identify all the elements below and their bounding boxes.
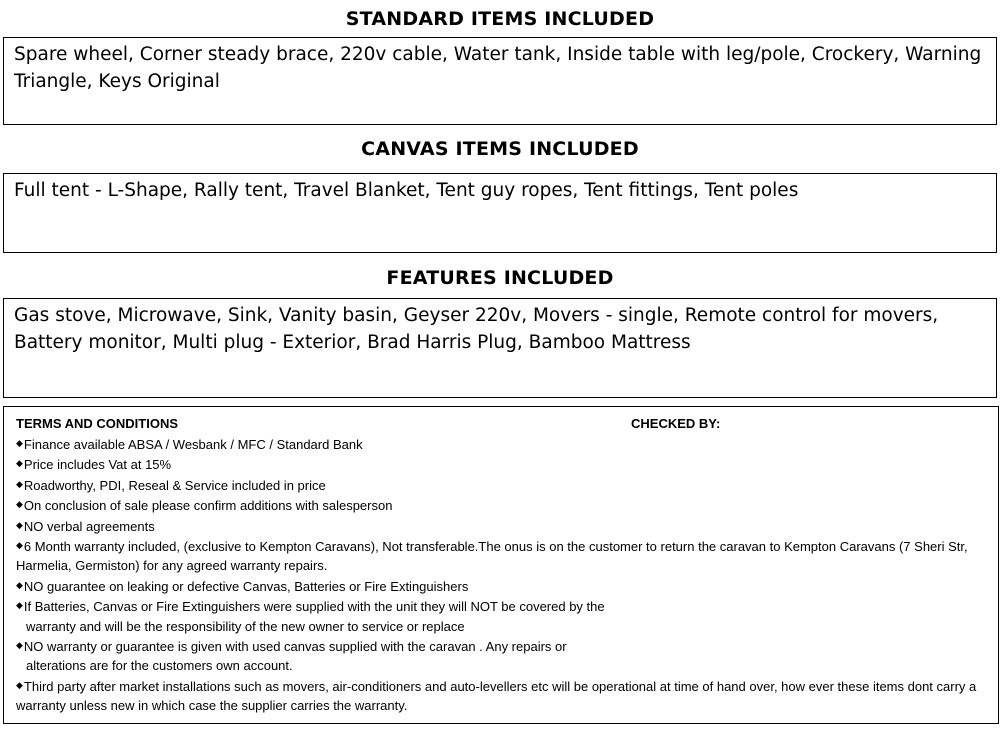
term-item [16,454,990,474]
standard-items-text: Spare wheel, Corner steady brace, 220v cable, Water tank, Inside table with leg/pole, Crockery, Warning Triangle, Keys Original [14,44,982,92]
standard-items-heading: STANDARD ITEMS INCLUDED [345,8,655,30]
standard-items-box [3,37,997,125]
term-text: NO guarantee on leaking or defective Canvas, Batteries or Fire Extinguishers [23,578,469,594]
bullet-icon: ◆ [16,519,23,530]
bullet-icon: ◆ [16,600,23,611]
bullet-icon: ◆ [16,478,23,489]
term-item [16,516,990,536]
term-item [16,495,990,515]
canvas-items-text: Full tent - L-Shape, Rally tent, Travel Blanket, Tent guy ropes, Tent fittings, Tent poles [14,180,799,201]
term-text: On conclusion of sale please confirm additions with salesperson [23,498,393,514]
bullet-icon: ◆ [16,679,23,690]
bullet-icon: ◆ [16,438,23,448]
bullet-icon: ◆ [16,499,23,510]
term-item [16,536,990,576]
features-text: Gas stove, Microwave, Sink, Vanity basin, Geyser 220v, Movers - single, Remote control for movers, Battery monitor, Multi plug - Exterior, Brad Harris Plug, Bamboo Mattress [14,305,939,353]
term-item [16,676,990,716]
term-item [16,576,990,596]
term-continuation [16,656,990,675]
terms-list [16,434,990,716]
term-text: NO verbal agreements [23,518,155,534]
term-text: Third party after market installations such as movers, air-conditioners and auto-levellers etc will be operational at time of hand over, how ever these items dont carry a warranty unless new in which case the supplier carries the warranty. [16,678,977,714]
features-heading: FEATURES INCLUDED [386,267,614,289]
term-text: alterations are for the customers own account. [26,658,293,674]
term-text: Price includes Vat at 15% [23,457,172,473]
term-item [16,434,990,454]
checked-by-label: CHECKED BY: [631,416,721,431]
term-text: Finance available ABSA / Wesbank / MFC / Standard Bank [23,437,363,452]
term-item [16,596,990,616]
term-text: NO warranty or guarantee is given with used canvas supplied with the caravan . Any repairs or [23,639,567,655]
bullet-icon: ◆ [16,640,23,651]
features-box [3,298,997,398]
terms-and-conditions-box [3,406,999,724]
term-text: warranty and will be the responsibility of the new owner to service or replace [26,618,465,634]
term-item [16,636,990,656]
canvas-items-box [3,173,997,253]
bullet-icon: ◆ [16,579,23,590]
term-text: 6 Month warranty included, (exclusive to Kempton Caravans), Not transferable.The onus is on the customer to return the caravan to Kempton Caravans (7 Sheri Str, Harmelia, Germiston) for any agreed warranty repairs. [16,539,968,574]
bullet-icon: ◆ [16,540,23,551]
term-item [16,475,990,495]
terms-heading: TERMS AND CONDITIONS [16,416,179,431]
canvas-items-heading: CANVAS ITEMS INCLUDED [361,138,639,160]
term-text: If Batteries, Canvas or Fire Extinguishers were supplied with the unit they will NOT be covered by the [23,599,605,615]
bullet-icon: ◆ [16,458,23,469]
term-continuation [16,617,990,636]
term-text: Roadworthy, PDI, Reseal & Service included in price [23,477,326,493]
